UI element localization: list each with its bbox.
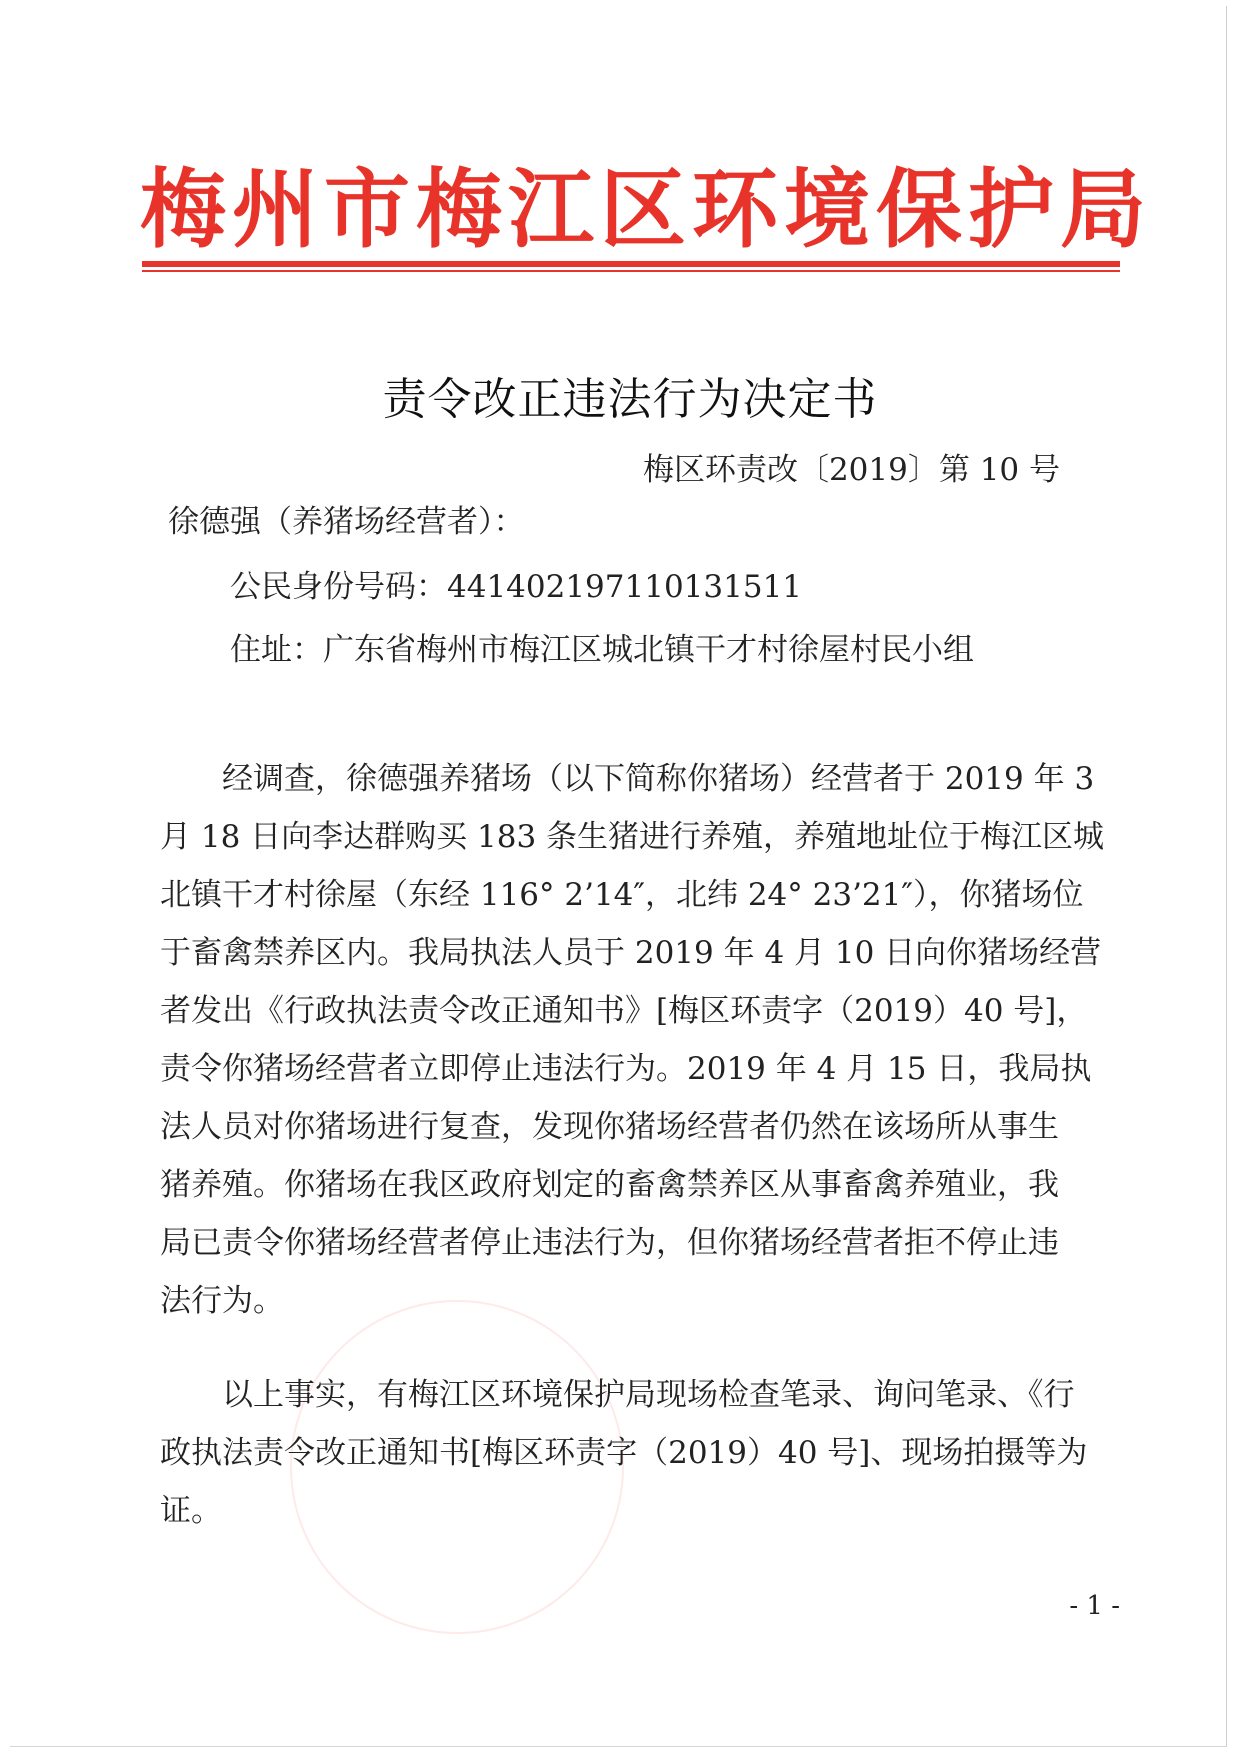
paragraph-line: 以上事实，有梅江区环境保护局现场检查笔录、询问笔录、《行 <box>222 1377 1075 1413</box>
paragraph-line: 责令你猪场经营者立即停止违法行为。2019 年 4 月 15 日，我局执 <box>160 1051 1092 1087</box>
evidence-paragraph <box>160 1366 1130 1540</box>
paragraph-line: 猪养殖。你猪场在我区政府划定的畜禽禁养区从事畜禽养殖业，我 <box>160 1167 1059 1203</box>
paragraph-line: 月 18 日向李达群购买 183 条生猪进行养殖，养殖地址位于梅江区城 <box>160 819 1105 855</box>
letterhead-red-rule-thin <box>142 270 1120 272</box>
paragraph-line: 经调查，徐德强养猪场（以下简称你猪场）经营者于 2019 年 3 <box>222 761 1095 797</box>
paragraph-line: 法行为。 <box>160 1283 284 1319</box>
paragraph-line: 北镇干才村徐屋（东经 116° 2’14″，北纬 24° 23’21″），你猪场位 <box>160 877 1084 913</box>
citizen-id-line: 公民身份号码：441402197110131511 <box>230 569 803 605</box>
paragraph-line: 者发出《行政执法责令改正通知书》[梅区环责字（2019）40 号]， <box>160 993 1088 1029</box>
document-number: 梅区环责改〔2019〕第 10 号 <box>642 452 1060 488</box>
page-number: - 1 - <box>1069 1591 1120 1621</box>
paragraph-line: 局已责令你猪场经营者停止违法行为，但你猪场经营者拒不停止违 <box>160 1225 1059 1261</box>
document-title: 责令改正违法行为决定书 <box>382 374 878 425</box>
agency-letterhead: 梅州市梅江区环境保护局 <box>140 160 1152 260</box>
investigation-paragraph <box>160 750 1130 1330</box>
addressee: 徐德强（养猪场经营者）： <box>168 504 525 540</box>
address-line: 住址：广东省梅州市梅江区城北镇干才村徐屋村民小组 <box>230 632 974 668</box>
paragraph-line: 于畜禽禁养区内。我局执法人员于 2019 年 4 月 10 日向你猪场经营 <box>160 935 1102 971</box>
paragraph-line: 证。 <box>160 1493 222 1529</box>
paragraph-line: 政执法责令改正通知书[梅区环责字（2019）40 号]、现场拍摄等为 <box>160 1435 1088 1471</box>
paragraph-line: 法人员对你猪场进行复查，发现你猪场经营者仍然在该场所从事生 <box>160 1109 1059 1145</box>
letterhead-red-rule-thick <box>142 261 1120 267</box>
